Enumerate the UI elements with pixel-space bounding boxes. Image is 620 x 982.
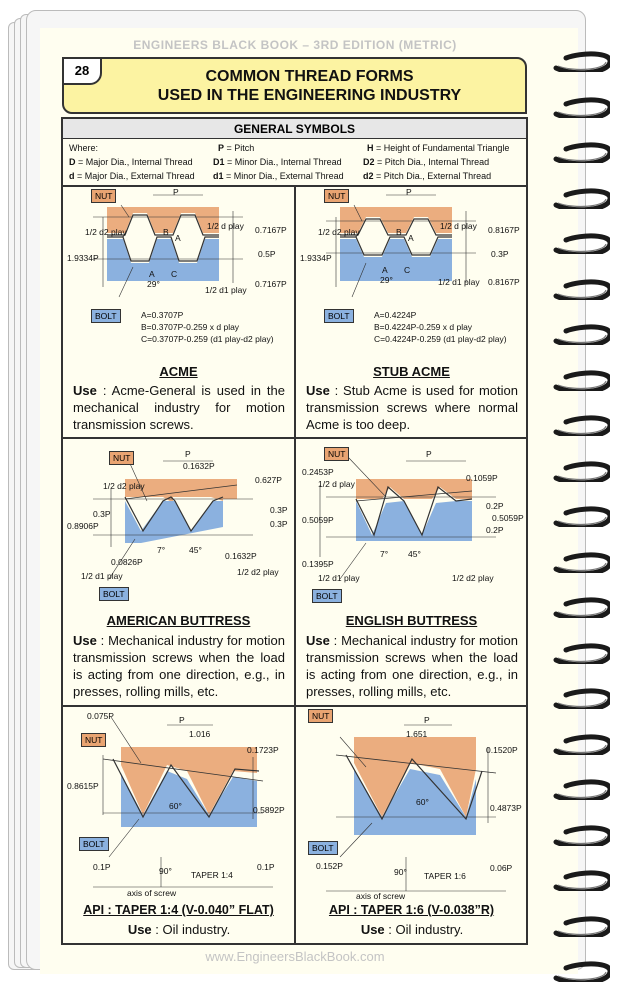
nut-label: NUT <box>324 447 349 461</box>
nut-label: NUT <box>91 189 116 203</box>
dim-label: 0.3P <box>270 519 288 529</box>
dim-label: 0.06P <box>490 863 513 873</box>
english-buttress-cell <box>296 439 527 705</box>
dim-label: axis of screw <box>356 891 406 901</box>
thread-form-name: API : TAPER 1:4 (V-0.040” FLAT) <box>83 903 274 917</box>
spiral-coil <box>552 642 610 664</box>
spiral-coil <box>552 915 610 937</box>
use-text: Use : Acme-General is used in the mechanical industry for motion transmission screws. <box>73 383 285 432</box>
dim-label: 0.1632P <box>225 551 257 561</box>
dim-label: C <box>404 265 411 275</box>
use-text: Use : Oil industry. <box>360 922 464 937</box>
dim-label: 1/2 d1 play <box>81 571 123 581</box>
use-text: Use : Mechanical industry for motion transmission screws when the load is acting from one direction, e.g., in presses, rolling mills, etc. <box>306 633 518 699</box>
dim-label: 0.5892P <box>253 805 285 815</box>
spiral-coil <box>552 687 610 709</box>
symbol-row: D2 = Pitch Dia., Internal Thread <box>363 157 490 167</box>
nut-label: NUT <box>81 733 106 747</box>
spiral-coil <box>552 278 610 300</box>
api-taper-1-6-cell <box>296 707 527 945</box>
symbol-row: d1 = Minor Dia., External Thread <box>213 171 344 181</box>
dim-label: 0.1520P <box>486 745 518 755</box>
page-title <box>104 67 515 105</box>
api-taper-1-4-cell <box>63 707 294 945</box>
dim-label: 45° <box>408 549 421 559</box>
thread-form-name: STUB ACME <box>373 364 450 379</box>
spiral-coil <box>552 323 610 345</box>
dim-label: 0.5059P <box>302 515 334 525</box>
american-buttress-cell <box>63 439 294 705</box>
formula-line: B=0.4224P-0.259 x d play <box>374 322 473 332</box>
formula-line: C=0.3707P-0.259 (d1 play-d2 play) <box>141 334 274 344</box>
dim-label: 0.8167P <box>488 225 520 235</box>
dim-label: 0.1632P <box>183 461 215 471</box>
dim-label: B <box>163 227 169 237</box>
spiral-coil <box>552 414 610 436</box>
dim-label: TAPER 1:4 <box>191 870 233 880</box>
dim-label: 1/2 d2 play <box>237 567 279 577</box>
dim-label: 1/2 d play <box>207 221 244 231</box>
bolt-label: BOLT <box>99 587 129 601</box>
dim-label: 0.4873P <box>490 803 522 813</box>
dim-label: B <box>396 227 402 237</box>
dim-label: 0.1P <box>93 862 111 872</box>
symbol-row: d = Major Dia., External Thread <box>69 171 195 181</box>
spiral-coil <box>552 505 610 527</box>
bolt-label: BOLT <box>324 309 354 323</box>
dim-label: 0.2P <box>486 525 504 535</box>
bolt-label: BOLT <box>308 841 338 855</box>
title-line-2: USED IN THE ENGINEERING INDUSTRY <box>157 87 462 104</box>
dim-label: 0.8906P <box>67 521 99 531</box>
dim-label: 0.3P <box>491 249 509 259</box>
dim-label: P <box>424 715 430 725</box>
formula-line: A=0.4224P <box>374 310 417 320</box>
dim-label: P <box>173 187 179 197</box>
nut-label: NUT <box>324 189 349 203</box>
general-symbols-heading: GENERAL SYMBOLS <box>63 119 526 139</box>
acme-cell <box>63 187 294 437</box>
dim-label: axis of screw <box>127 888 177 898</box>
dim-label: 0.3P <box>93 509 111 519</box>
dim-label: 1/2 d1 play <box>205 285 247 295</box>
dim-label: 1/2 d play <box>318 479 355 489</box>
dim-label: 0.1P <box>257 862 275 872</box>
footer-url: www.EngineersBlackBook.com <box>205 949 385 964</box>
use-text: Use : Oil industry. <box>127 922 231 937</box>
thread-form-name: ENGLISH BUTTRESS <box>345 613 478 628</box>
dim-label: P <box>406 187 412 197</box>
bolt-label: BOLT <box>312 589 342 603</box>
dim-label: C <box>171 269 178 279</box>
dim-label: 60° <box>416 797 429 807</box>
title-line-1: COMMON THREAD FORMS <box>205 68 414 85</box>
dim-label: 0.7167P <box>255 279 287 289</box>
dim-label: P <box>179 715 185 725</box>
dim-label: 0.1059P <box>466 473 498 483</box>
bolt-label: BOLT <box>79 837 109 851</box>
dim-label: 0.5059P <box>492 513 524 523</box>
symbol-row: D = Major Dia., Internal Thread <box>69 157 193 167</box>
symbol-row: d2 = Pitch Dia., External Thread <box>363 171 492 181</box>
dim-label: 60° <box>169 801 182 811</box>
dim-label: 1/2 d2 play <box>103 481 145 491</box>
nut-label: NUT <box>109 451 134 465</box>
dim-label: 90° <box>159 866 172 876</box>
symbol-row: H = Height of Fundamental Triangle <box>367 143 510 153</box>
stub-acme-cell <box>296 187 527 437</box>
page-number: 28 <box>64 59 102 85</box>
dim-label: 1.651 <box>406 729 428 739</box>
dim-label: 1/2 d1 play <box>438 277 480 287</box>
spiral-coil <box>552 960 610 982</box>
spiral-coil <box>552 596 610 618</box>
running-header: ENGINEERS BLACK BOOK – 3RD EDITION (METRIC) <box>133 38 457 52</box>
bolt-label: BOLT <box>91 309 121 323</box>
spiral-coil <box>552 96 610 118</box>
dim-label: A <box>175 233 181 243</box>
dim-label: 0.8615P <box>67 781 99 791</box>
formula-line: C=0.4224P-0.259 (d1 play-d2 play) <box>374 334 507 344</box>
page-header <box>62 57 527 114</box>
use-text: Use : Stub Acme is used for motion transmission screws where normal Acme is too deep. <box>306 383 518 432</box>
dim-label: 1.9334P <box>67 253 99 263</box>
dim-label: 0.152P <box>316 861 343 871</box>
dim-label: 0.2P <box>486 501 504 511</box>
symbol-row: D1 = Minor Dia., Internal Thread <box>213 157 342 167</box>
spiral-coil <box>552 824 610 846</box>
dim-label: 1.016 <box>189 729 211 739</box>
dim-label: 0.1395P <box>302 559 334 569</box>
thread-form-name: ACME <box>159 364 198 379</box>
dim-label: 1/2 d2 play <box>318 227 360 237</box>
dim-label: 29° <box>380 275 393 285</box>
dim-label: 0.8167P <box>488 277 520 287</box>
dim-label: P <box>426 449 432 459</box>
dim-label: 7° <box>380 549 389 559</box>
dim-label: 45° <box>189 545 202 555</box>
spiral-coil <box>552 232 610 254</box>
dim-label: A <box>382 265 388 275</box>
thread-form-name: AMERICAN BUTTRESS <box>106 613 251 628</box>
dim-label: 0.3P <box>270 505 288 515</box>
dim-label: A <box>408 233 414 243</box>
spiral-coil <box>552 869 610 891</box>
nut-label: NUT <box>308 709 333 723</box>
dim-label: 0.075P <box>87 711 114 721</box>
dim-label: 90° <box>394 867 407 877</box>
dim-label: 0.7167P <box>255 225 287 235</box>
dim-label: A <box>149 269 155 279</box>
dim-label: 29° <box>147 279 160 289</box>
spiral-coil <box>552 50 610 72</box>
dim-label: 1.9334P <box>300 253 332 263</box>
dim-label: 0.0826P <box>111 557 143 567</box>
spiral-coil <box>552 187 610 209</box>
dim-label: 0.2453P <box>302 467 334 477</box>
symbol-row: P = Pitch <box>218 143 255 153</box>
dim-label: 0.627P <box>255 475 282 485</box>
spiral-coil <box>552 141 610 163</box>
content-frame <box>61 117 528 945</box>
dim-label: 1/2 d2 play <box>85 227 127 237</box>
dim-label: TAPER 1:6 <box>424 871 466 881</box>
dim-label: 0.1723P <box>247 745 279 755</box>
spiral-coil <box>552 460 610 482</box>
thread-form-name: API : TAPER 1:6 (V-0.038”R) <box>328 903 495 917</box>
formula-line: A=0.3707P <box>141 310 184 320</box>
dim-label: P <box>185 449 191 459</box>
spiral-coil <box>552 369 610 391</box>
dim-label: 7° <box>157 545 166 555</box>
dim-label: 0.5P <box>258 249 276 259</box>
dim-label: 1/2 d play <box>440 221 477 231</box>
dim-label: 1/2 d2 play <box>452 573 494 583</box>
dim-label: 1/2 d1 play <box>318 573 360 583</box>
spiral-coil <box>552 733 610 755</box>
formula-line: B=0.3707P-0.259 x d play <box>141 322 240 332</box>
spiral-coil <box>552 551 610 573</box>
use-text: Use : Mechanical industry for motion transmission screws when the load is acting from one direction, e.g., in presses, rolling mills, etc. <box>73 633 285 699</box>
where-label: Where: <box>69 143 99 153</box>
spiral-coil <box>552 778 610 800</box>
